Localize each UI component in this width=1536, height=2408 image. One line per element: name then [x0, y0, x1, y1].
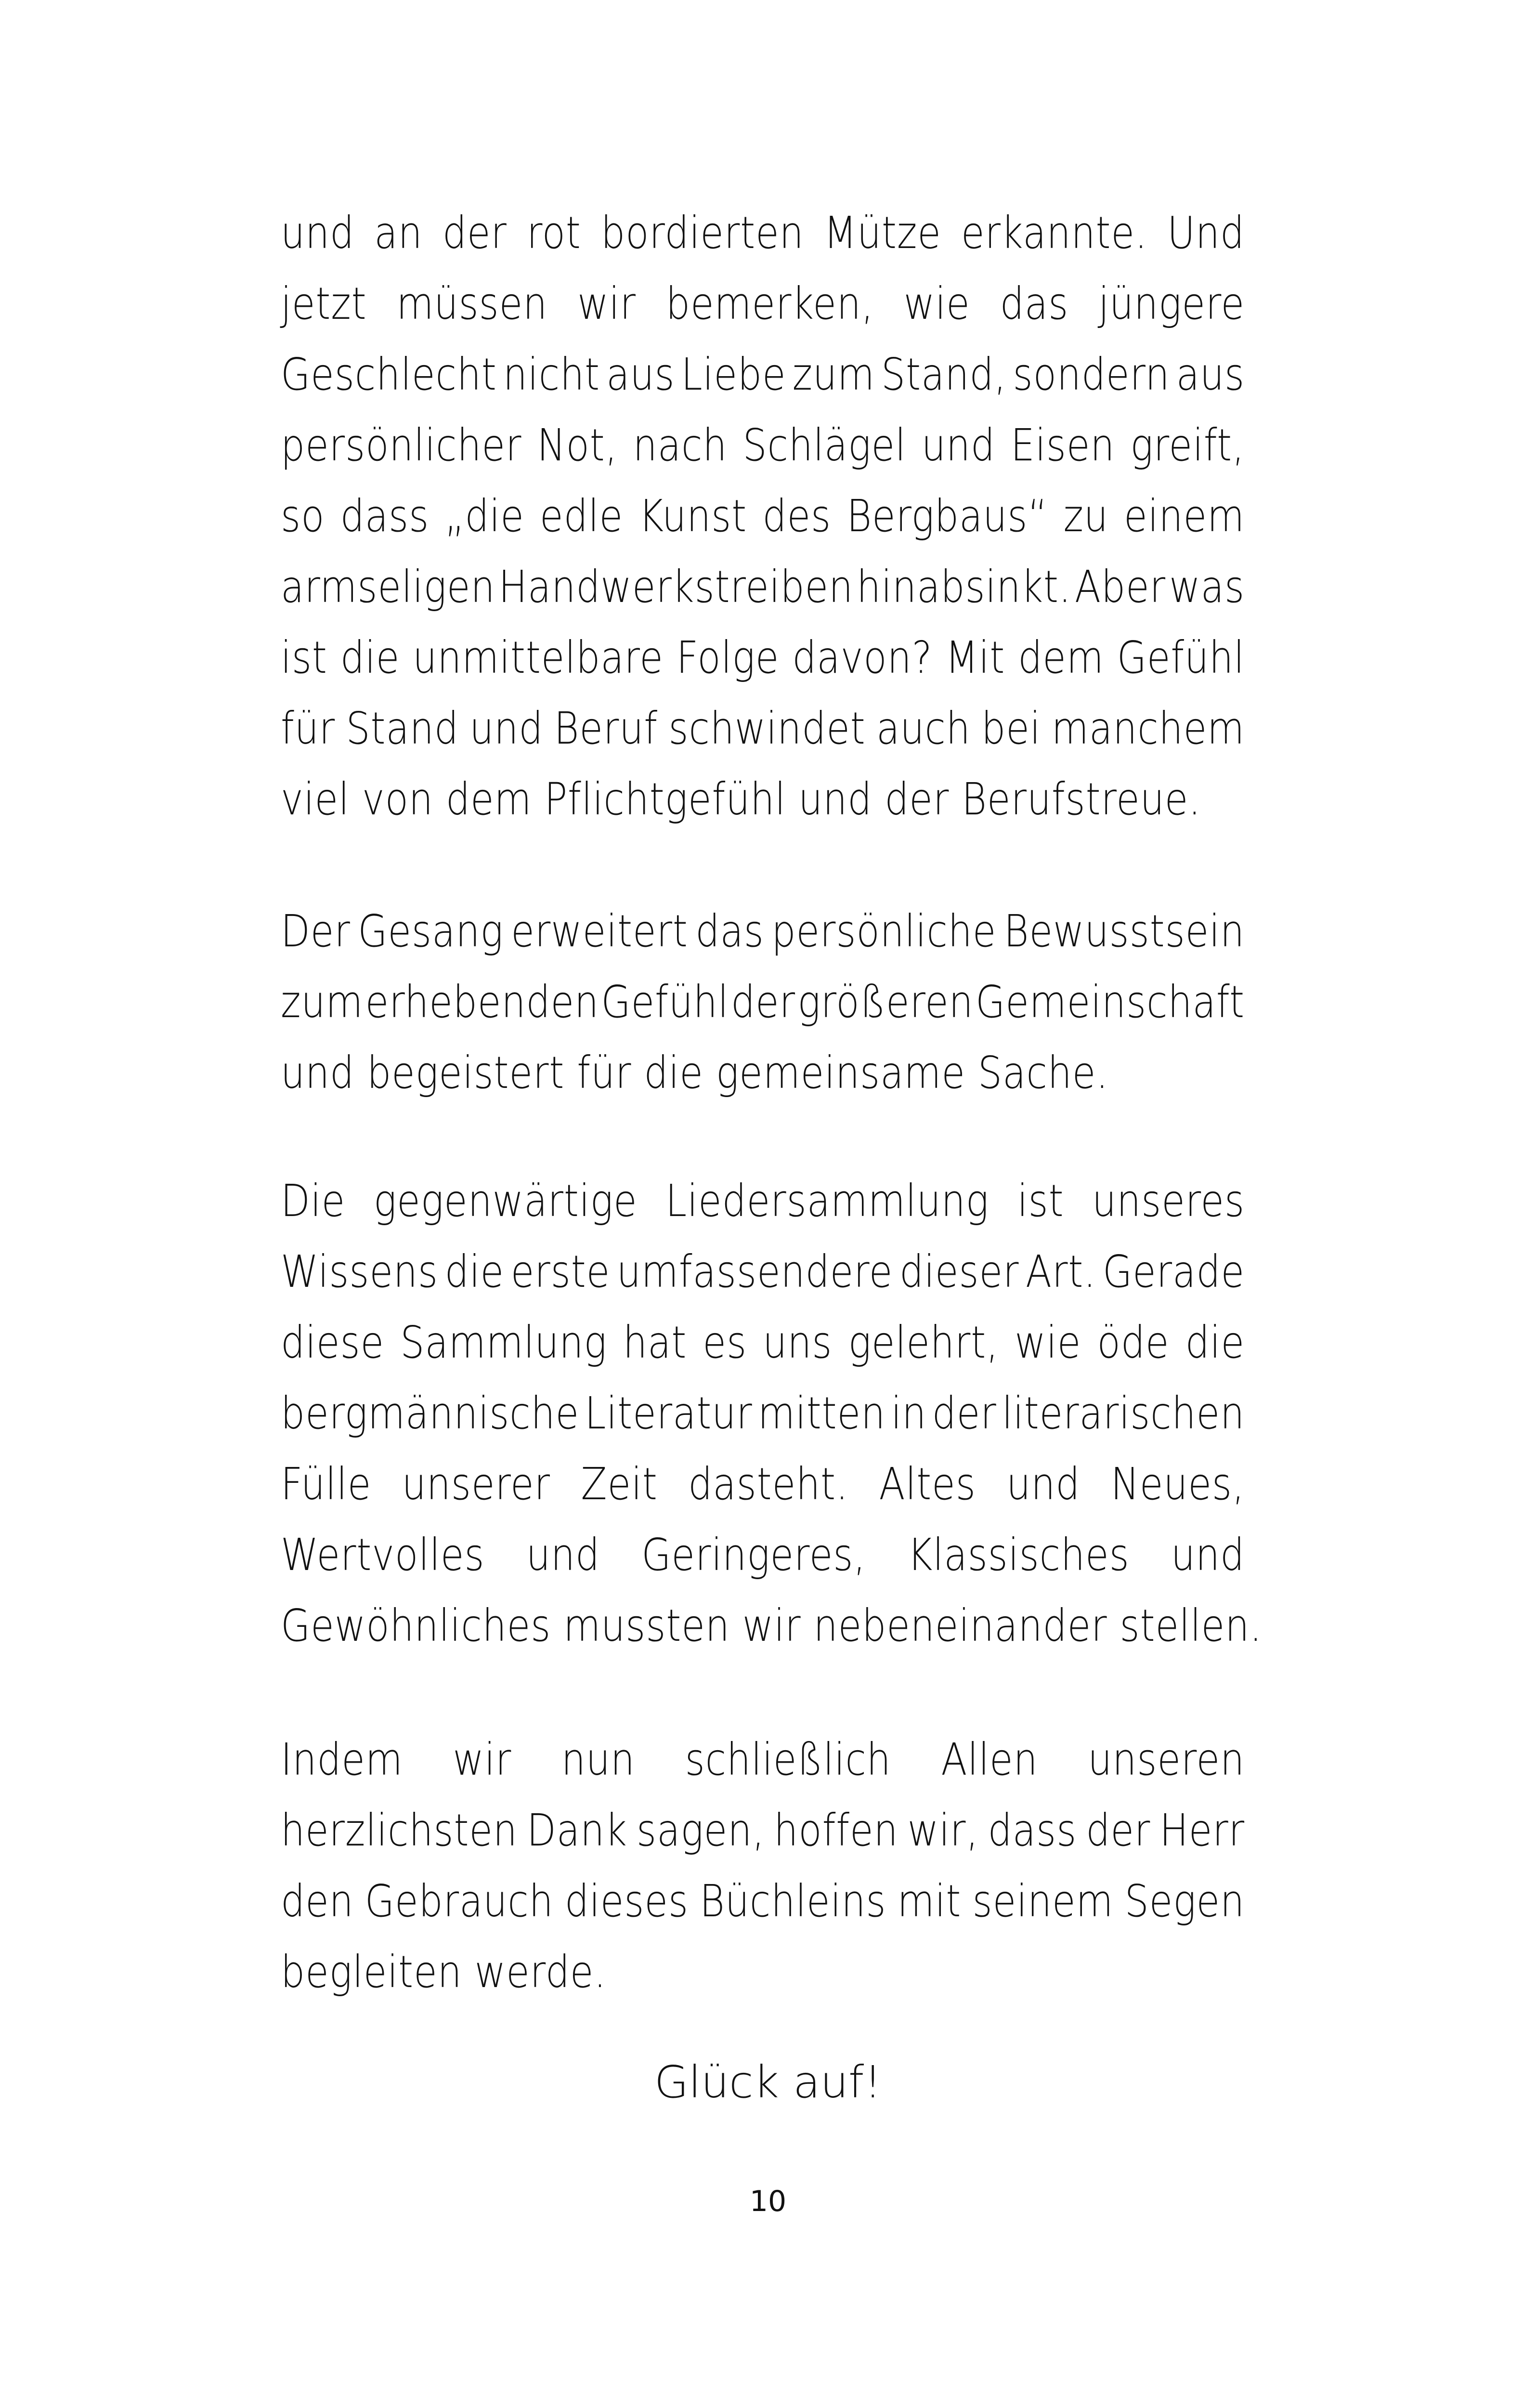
word: edle: [540, 490, 624, 542]
text-line: [281, 1246, 1245, 1317]
word: und: [921, 419, 995, 471]
text-line: [281, 1387, 1245, 1458]
word: Bewusstsein: [1003, 905, 1245, 957]
word: jüngere: [1098, 278, 1245, 329]
word: armseligen: [281, 561, 495, 613]
word: manchem: [1051, 703, 1245, 754]
word: der: [442, 207, 507, 259]
text-line: [281, 1805, 1245, 1875]
word: das: [695, 905, 764, 957]
text-line: [281, 976, 1245, 1047]
text-line: [281, 703, 1245, 773]
word: uns: [763, 1317, 833, 1368]
word: Gefühl: [601, 976, 729, 1028]
word: dem: [1018, 632, 1104, 683]
text-line: [281, 1175, 1245, 1246]
word: und: [1171, 1529, 1245, 1581]
word: die: [1185, 1317, 1245, 1368]
word: diese: [281, 1317, 385, 1368]
word: nach: [633, 419, 728, 471]
word: davon?: [792, 632, 933, 683]
word: bemerken,: [665, 278, 874, 329]
word: der: [730, 976, 795, 1028]
word: Zeit: [581, 1458, 658, 1510]
word: auch: [876, 703, 971, 754]
word: und: [526, 1529, 600, 1581]
word: einem: [1124, 490, 1245, 542]
text-line: [281, 1529, 1245, 1600]
word: nun: [561, 1734, 635, 1785]
word: gelehrt,: [848, 1317, 999, 1368]
word: erkannte.: [961, 207, 1147, 259]
word: Geschlecht: [281, 349, 497, 400]
word: persönliche: [771, 905, 997, 957]
word: rot: [527, 207, 581, 259]
word: unserer: [402, 1458, 550, 1510]
word: wir,: [907, 1805, 979, 1856]
word: Allen: [941, 1734, 1038, 1785]
word: das: [1000, 278, 1069, 329]
word: aus: [606, 349, 675, 400]
word: persönlicher: [281, 419, 522, 471]
word: seinem: [972, 1875, 1114, 1927]
word: „die: [444, 490, 524, 542]
word: wie: [903, 278, 970, 329]
word: Literatur: [585, 1387, 753, 1439]
word: an: [374, 207, 423, 259]
word: wir: [577, 278, 636, 329]
word: Neues,: [1110, 1458, 1245, 1510]
word: Dank: [526, 1805, 627, 1856]
closing-greeting: Glück auf!: [654, 2056, 882, 2108]
word: dass: [988, 1805, 1077, 1856]
word: Aber: [1075, 561, 1166, 613]
word: zu: [1063, 490, 1108, 542]
word: greift,: [1130, 419, 1245, 471]
word: Bergbaus“: [846, 490, 1048, 542]
word: Gebrauch: [364, 1875, 554, 1927]
text-line: [281, 490, 1245, 561]
word: unmittelbare: [413, 632, 664, 683]
word: erweitert: [511, 905, 688, 957]
text-line: [281, 349, 1245, 419]
word: bergmännische: [281, 1387, 580, 1439]
word: Die: [281, 1175, 346, 1227]
word: der: [932, 1387, 997, 1439]
word: jetzt: [281, 278, 367, 329]
paragraph-1: [281, 207, 1245, 844]
word: Der: [281, 905, 351, 957]
word: unseres: [1092, 1175, 1245, 1227]
word: bei: [981, 703, 1041, 754]
word: gegenwärtige: [373, 1175, 638, 1227]
text-line: [281, 1734, 1245, 1805]
word: des: [762, 490, 832, 542]
word: dasteht.: [688, 1458, 849, 1510]
word: ist: [281, 632, 327, 683]
word: Altes: [879, 1458, 976, 1510]
word: dass: [340, 490, 430, 542]
word: schwindet: [668, 703, 866, 754]
word: hinabsinkt.: [857, 561, 1071, 613]
word: sondern: [1013, 349, 1170, 400]
word: Herr: [1159, 1805, 1245, 1856]
word: bordierten: [601, 207, 804, 259]
word: Folge: [676, 632, 780, 683]
text-line: [281, 1458, 1245, 1529]
word: ist: [1017, 1175, 1064, 1227]
word: für: [281, 703, 336, 754]
text-line: [281, 278, 1245, 349]
word: Sammlung: [400, 1317, 607, 1368]
word: Klassisches: [907, 1529, 1130, 1581]
text-line: [281, 561, 1245, 632]
word: Liebe: [681, 349, 786, 400]
word: herzlichsten: [281, 1805, 518, 1856]
text-line: [281, 207, 1245, 278]
word: sagen,: [636, 1805, 765, 1856]
word: erste: [510, 1246, 611, 1297]
text-line: viel von dem Pflichtgefühl und der Berufstreue.: [281, 773, 1201, 825]
text-line: und begeistert für die gemeinsame Sache.: [281, 1047, 1109, 1099]
word: Stand,: [881, 349, 1007, 400]
word: hat: [623, 1317, 687, 1368]
page-number: 10: [749, 2185, 787, 2218]
word: die: [340, 632, 400, 683]
word: zum: [792, 349, 875, 400]
word: Kunst: [638, 490, 747, 542]
word: umfassendere: [616, 1246, 893, 1297]
word: Liedersammlung: [665, 1175, 989, 1227]
text-line: [281, 419, 1245, 490]
word: Fülle: [281, 1458, 372, 1510]
word: unseren: [1088, 1734, 1245, 1785]
word: Handwerkstreiben: [498, 561, 854, 613]
word: Gerade: [1102, 1246, 1245, 1297]
word: Mütze: [823, 207, 941, 259]
text-line: [281, 905, 1245, 976]
word: so: [281, 490, 325, 542]
word: müssen: [396, 278, 548, 329]
word: es: [703, 1317, 747, 1368]
word: aus: [1176, 349, 1245, 400]
word: Gesang: [358, 905, 504, 957]
word: dieses: [564, 1875, 689, 1927]
paragraph-4: [281, 1734, 1245, 2017]
text-line: Gewöhnliches mussten wir nebeneinander stellen.: [281, 1600, 1263, 1651]
word: Art.: [1026, 1246, 1096, 1297]
word: nicht: [503, 349, 600, 400]
paragraph-2: [281, 905, 1245, 1118]
word: Stand: [346, 703, 459, 754]
word: Und: [1167, 207, 1245, 259]
text-line: [281, 632, 1245, 703]
text-line: begleiten werde.: [281, 1946, 607, 1998]
word: Büchleins: [700, 1875, 886, 1927]
word: Segen: [1124, 1875, 1245, 1927]
word: Mit: [945, 632, 1005, 683]
word: größeren: [797, 976, 974, 1028]
text-line: [281, 1317, 1245, 1387]
word: den: [281, 1875, 354, 1927]
word: die: [444, 1246, 505, 1297]
word: mit: [897, 1875, 962, 1927]
word: Beruf: [554, 703, 658, 754]
word: der: [1086, 1805, 1151, 1856]
word: Gefühl: [1117, 632, 1245, 683]
word: schließlich: [685, 1734, 891, 1785]
word: Schlägel: [742, 419, 906, 471]
word: Indem: [281, 1734, 403, 1785]
word: Geringeres,: [641, 1529, 866, 1581]
word: zum: [281, 976, 364, 1028]
word: erhebenden: [365, 976, 599, 1028]
word: wie: [1015, 1317, 1081, 1368]
word: wir: [453, 1734, 512, 1785]
word: was: [1169, 561, 1245, 613]
word: hoffen: [774, 1805, 898, 1856]
word: und: [281, 207, 355, 259]
word: Gemeinschaft: [976, 976, 1245, 1028]
word: Wissens: [281, 1246, 438, 1297]
word: literarischen: [1002, 1387, 1245, 1439]
word: Not,: [537, 419, 618, 471]
word: und: [1006, 1458, 1080, 1510]
text-line: [281, 1875, 1245, 1946]
paragraph-3: [281, 1175, 1263, 1671]
word: Wertvolles: [281, 1529, 485, 1581]
word: dieser: [899, 1246, 1019, 1297]
word: Eisen: [1011, 419, 1115, 471]
word: in: [891, 1387, 927, 1439]
word: und: [469, 703, 544, 754]
word: öde: [1097, 1317, 1170, 1368]
word: mitten: [758, 1387, 886, 1439]
